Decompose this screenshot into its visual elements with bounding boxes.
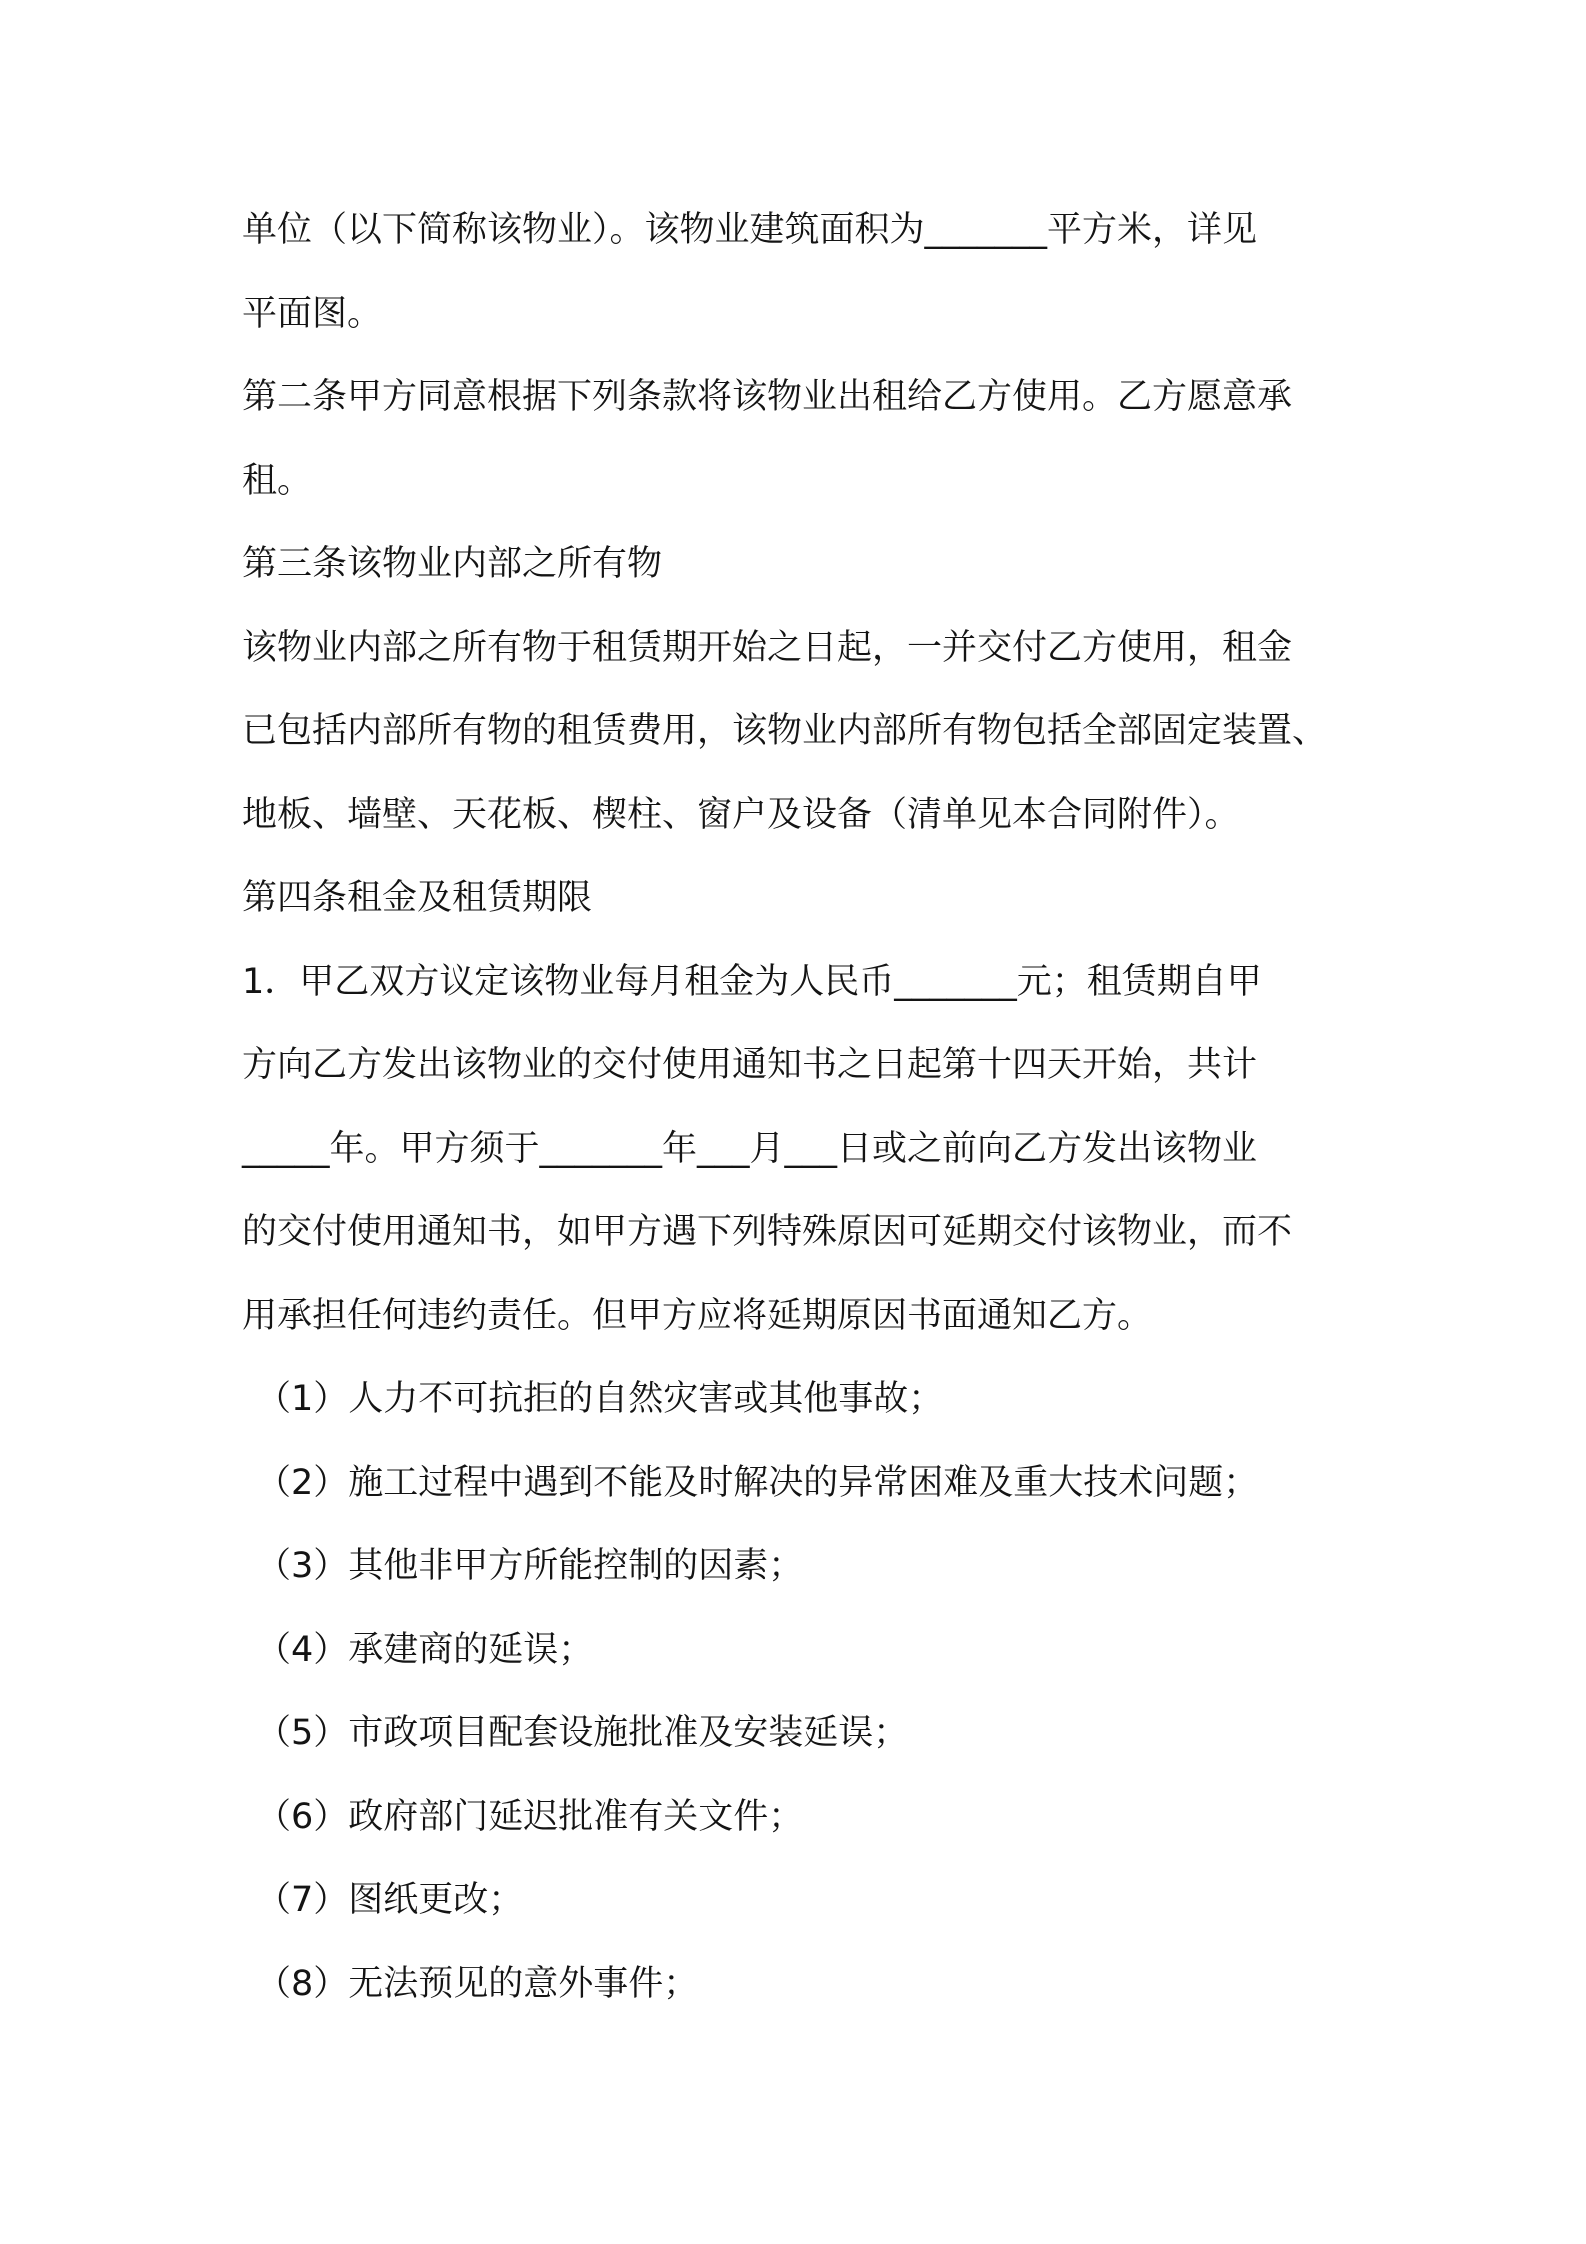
list-item: （7）图纸更改； xyxy=(256,1880,524,1920)
list-item: （6）政府部门延迟批准有关文件； xyxy=(256,1796,804,1837)
text-line: 1．甲乙双方议定该物业每月租金为人民币_______元；租赁期自甲 xyxy=(242,961,1262,1002)
list-item: （2）施工过程中遇到不能及时解决的异常困难及重大技术问题； xyxy=(256,1462,1259,1503)
list-item: （3）其他非甲方所能控制的因素； xyxy=(256,1546,804,1586)
article-3-heading: 第三条该物业内部之所有物 xyxy=(242,544,663,584)
text-line: 平面图。 xyxy=(242,293,383,334)
text-line: 的交付使用通知书，如甲方遇下列特殊原因可延期交付该物业，而不 xyxy=(242,1212,1293,1252)
text-line: 已包括内部所有物的租赁费用，该物业内部所有物包括全部固定装置、 xyxy=(242,711,1328,751)
text-line: 方向乙方发出该物业的交付使用通知书之日起第十四天开始，共计 xyxy=(242,1045,1258,1085)
text-line: 地板、墙壁、天花板、楔柱、窗户及设备（清单见本合同附件）。 xyxy=(242,794,1240,835)
list-item: （4）承建商的延误； xyxy=(256,1629,594,1670)
list-item: （8）无法预见的意外事件； xyxy=(256,1963,699,2004)
article-4-heading: 第四条租金及租赁期限 xyxy=(242,878,593,918)
text-line: 用承担任何违约责任。但甲方应将延期原因书面通知乙方。 xyxy=(242,1295,1153,1336)
article-2-line: 第二条甲方同意根据下列条款将该物业出租给乙方使用。乙方愿意承 xyxy=(242,377,1293,417)
text-line: 单位（以下简称该物业）。该物业建筑面积为_______平方米，详见 xyxy=(242,210,1258,250)
list-item: （5）市政项目配套设施批准及安装延误； xyxy=(256,1713,909,1753)
text-line: _____年。甲方须于_______年___月___日或之前向乙方发出该物业 xyxy=(242,1128,1258,1169)
document-body xyxy=(242,196,1392,2033)
list-item: （1）人力不可抗拒的自然灾害或其他事故； xyxy=(256,1379,944,1419)
text-line: 该物业内部之所有物于租赁期开始之日起，一并交付乙方使用，租金 xyxy=(242,627,1293,668)
text-line: 租。 xyxy=(242,460,313,501)
